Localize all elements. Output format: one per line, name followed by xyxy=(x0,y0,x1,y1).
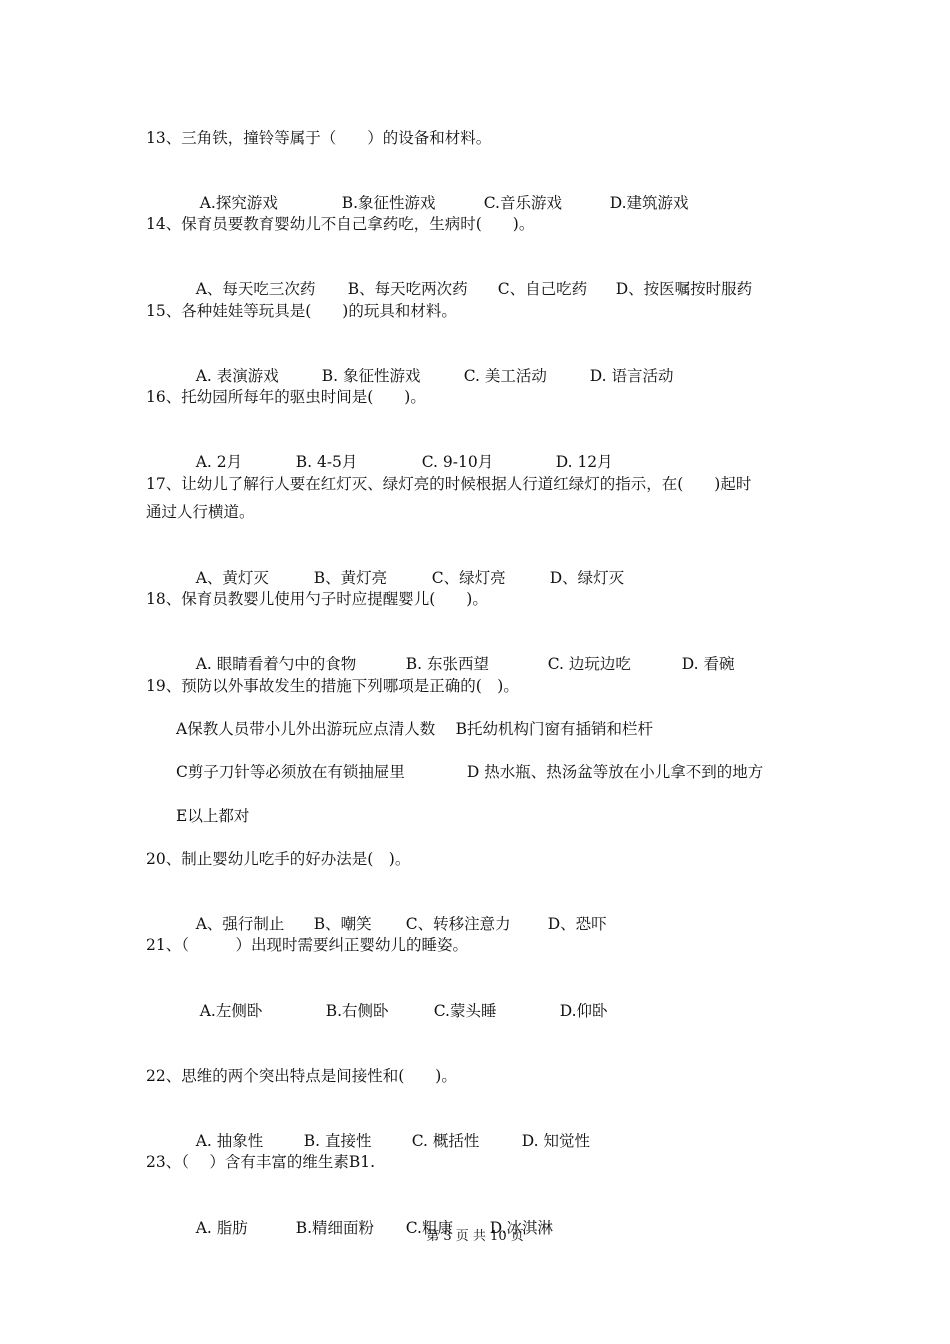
option-a: A. 2月 xyxy=(195,453,243,471)
option-d: D. 看碗 xyxy=(681,655,735,673)
question-18-stem: 18、保育员教婴儿使用勺子时应提醒婴儿( )。 xyxy=(146,590,488,608)
question-21-options xyxy=(180,978,608,1044)
option-c: C、绿灯亮 xyxy=(431,569,506,587)
question-19-line-2: C剪子刀针等必须放在有锁抽屉里 D 热水瓶、热汤盆等放在小儿拿不到的地方 xyxy=(176,763,764,781)
question-20-stem: 20、制止婴幼儿吃手的好办法是( )。 xyxy=(146,850,411,868)
option-c: C、转移注意力 xyxy=(405,915,511,933)
option-c: C.粗康 xyxy=(405,1219,453,1237)
question-15-stem: 15、各种娃娃等玩具是( )的玩具和材料。 xyxy=(146,302,457,320)
option-d: D.建筑游戏 xyxy=(609,194,689,212)
option-b: B.精细面粉 xyxy=(295,1219,375,1237)
option-a: A、强行制止 xyxy=(195,915,285,933)
option-b: B.右侧卧 xyxy=(325,1002,389,1020)
option-b: B. 象征性游戏 xyxy=(321,367,421,385)
question-19-line-1: A保教人员带小儿外出游玩应点清人数 B托幼机构门窗有插销和栏杆 xyxy=(176,720,654,738)
question-17-stem-continued: 通过人行横道。 xyxy=(146,503,255,521)
option-c: C. 边玩边吃 xyxy=(547,655,631,673)
option-d: D、按医嘱按时服药 xyxy=(615,280,753,298)
option-b: B. 4-5月 xyxy=(295,453,358,471)
option-a: A、每天吃三次药 xyxy=(195,280,316,298)
question-21-stem: 21、（ ）出现时需要纠正婴幼儿的睡姿。 xyxy=(146,936,468,954)
question-14-stem: 14、保育员要教育婴幼儿不自己拿药吃，生病时( )。 xyxy=(146,215,535,233)
option-b: B、嘲笑 xyxy=(313,915,372,933)
option-b: B.象征性游戏 xyxy=(341,194,436,212)
question-23-stem: 23、（ ）含有丰富的维生素B1. xyxy=(146,1153,376,1171)
option-b: B. 直接性 xyxy=(303,1132,372,1150)
option-a: A. 脂肪 xyxy=(195,1219,248,1237)
question-19-stem: 19、预防以外事故发生的措施下列哪项是正确的( )。 xyxy=(146,677,519,695)
option-a: A.探究游戏 xyxy=(199,194,278,212)
option-a: A. 抽象性 xyxy=(195,1132,264,1150)
option-b: B、每天吃两次药 xyxy=(347,280,468,298)
option-a: A. 眼睛看着勺中的食物 xyxy=(195,655,357,673)
option-a: A、黄灯灭 xyxy=(195,569,269,587)
option-d: D. 语言活动 xyxy=(589,367,674,385)
option-c: C.音乐游戏 xyxy=(483,194,562,212)
question-16-stem: 16、托幼园所每年的驱虫时间是( )。 xyxy=(146,388,426,406)
question-22-stem: 22、思维的两个突出特点是间接性和( )。 xyxy=(146,1067,457,1085)
option-b: B、黄灯亮 xyxy=(313,569,388,587)
option-c: C. 美工活动 xyxy=(463,367,547,385)
question-19-line-3: E以上都对 xyxy=(176,807,250,825)
option-d: D、绿灯灭 xyxy=(549,569,625,587)
option-b: B. 东张西望 xyxy=(405,655,489,673)
option-d: D. 12月 xyxy=(555,453,613,471)
question-17-stem: 17、让幼儿了解行人要在红灯灭、绿灯亮的时候根据人行道红绿灯的指示，在( )起时 xyxy=(146,475,752,493)
option-c: C. 概括性 xyxy=(411,1132,480,1150)
option-a: A. 表演游戏 xyxy=(195,367,279,385)
option-d: D. 知觉性 xyxy=(521,1132,590,1150)
option-c: C.蒙头睡 xyxy=(433,1002,497,1020)
page-number-footer: 第 3 页 共 10 页 xyxy=(426,1229,524,1244)
option-c: C. 9-10月 xyxy=(421,453,494,471)
option-c: C、自己吃药 xyxy=(497,280,588,298)
question-13-stem: 13、三角铁，撞铃等属于（ ）的设备和材料。 xyxy=(146,129,492,147)
option-d: D、恐吓 xyxy=(547,915,607,933)
option-d: D.仰卧 xyxy=(559,1002,608,1020)
option-d: D.冰淇淋 xyxy=(489,1219,554,1237)
option-a: A.左侧卧 xyxy=(199,1002,263,1020)
